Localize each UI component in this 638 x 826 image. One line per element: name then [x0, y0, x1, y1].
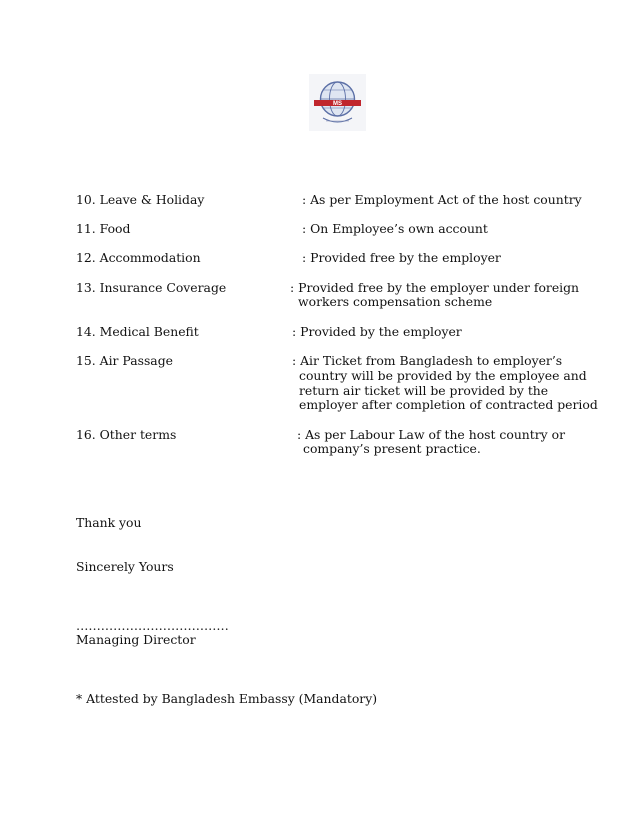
- term-16-value-line-1: : As per Labour Law of the host country or: [297, 427, 566, 442]
- term-11-label: 11. Food: [76, 221, 131, 236]
- thank-you-text: Thank you: [76, 515, 142, 530]
- term-15-value-line-1: : Air Ticket from Bangladesh to employer’s: [292, 353, 563, 368]
- company-logo: [309, 74, 366, 131]
- term-15-label: 15. Air Passage: [76, 353, 173, 368]
- logo-text: MS: [333, 101, 342, 107]
- sincerely-text: Sincerely Yours: [76, 559, 174, 574]
- term-13-value-line-1: : Provided free by the employer under foreign: [290, 280, 580, 295]
- term-15-value-line-3: return air ticket will be provided by the: [299, 383, 549, 398]
- term-12-value: : Provided free by the employer: [302, 250, 501, 265]
- term-14-value: : Provided by the employer: [292, 324, 462, 339]
- signatory-title: Managing Director: [76, 632, 196, 647]
- term-10-value: : As per Employment Act of the host country: [302, 192, 582, 207]
- term-13-label: 13. Insurance Coverage: [76, 280, 227, 295]
- term-10-label: 10. Leave & Holiday: [76, 192, 205, 207]
- term-13-value-line-2: workers compensation scheme: [298, 294, 493, 309]
- term-11-value: : On Employee’s own account: [302, 221, 488, 236]
- term-12-label: 12. Accommodation: [76, 250, 201, 265]
- term-15-value-line-4: employer after completion of contracted period: [299, 397, 598, 412]
- term-16-value-line-2: company’s present practice.: [303, 441, 481, 456]
- signature-line: ……………………………….: [76, 618, 229, 633]
- attestation-footnote: * Attested by Bangladesh Embassy (Mandatory): [76, 691, 378, 706]
- term-16-label: 16. Other terms: [76, 427, 177, 442]
- term-14-label: 14. Medical Benefit: [76, 324, 199, 339]
- term-15-value-line-2: country will be provided by the employee and: [299, 368, 587, 383]
